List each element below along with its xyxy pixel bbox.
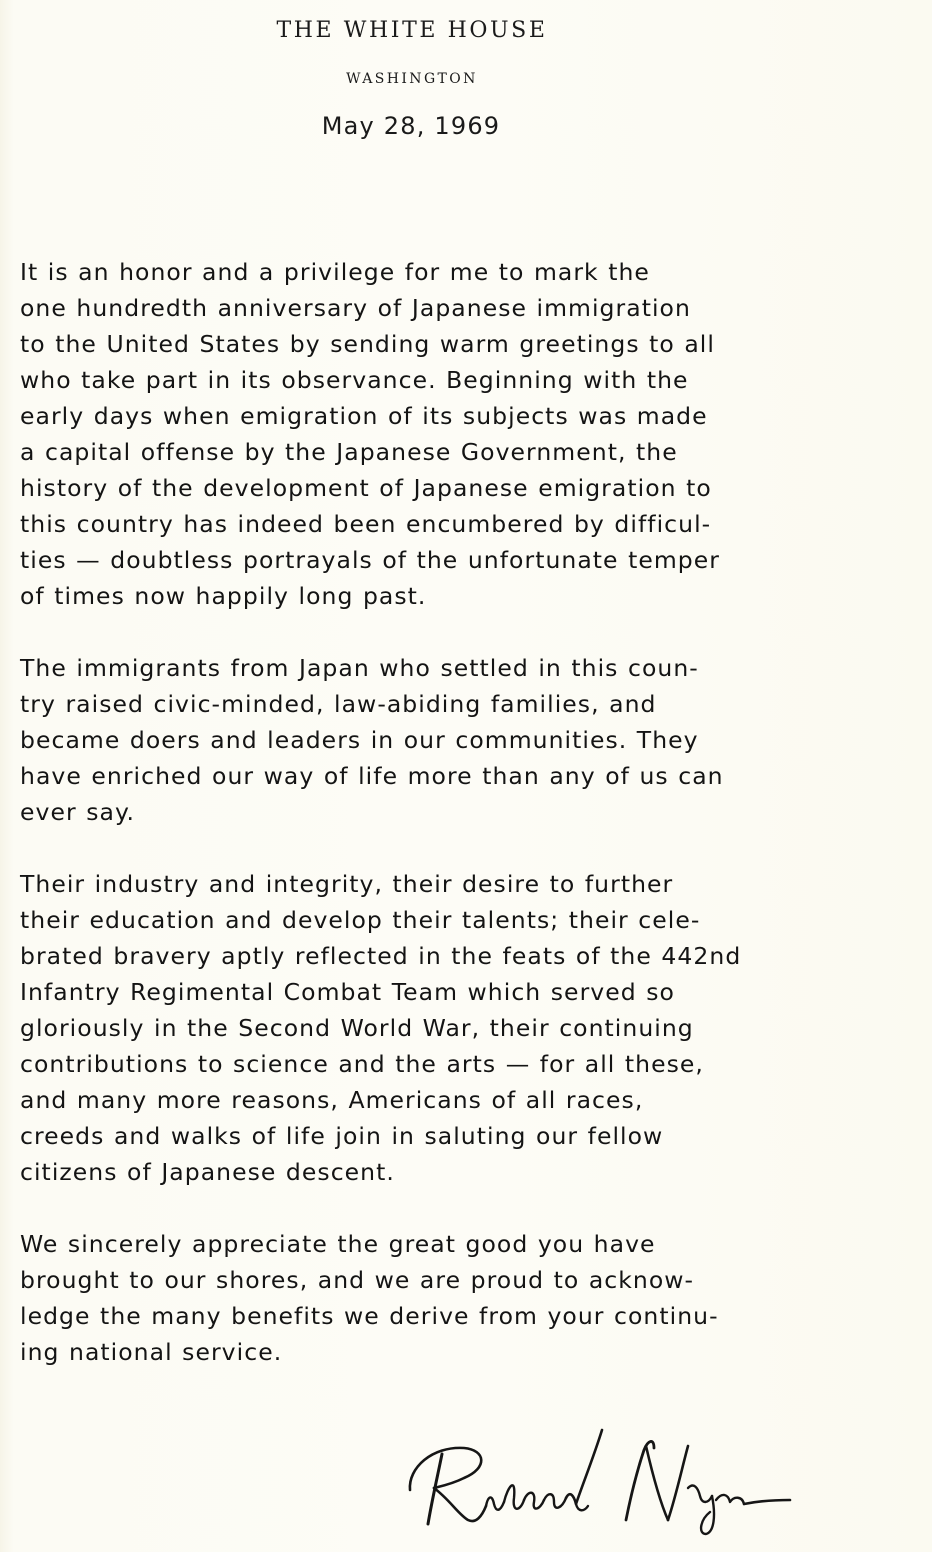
paragraph-2 <box>20 650 920 830</box>
letter-body <box>20 254 920 1406</box>
text-line: Infantry Regimental Combat Team which served so <box>20 978 675 1006</box>
text-line: became doers and leaders in our communities. They <box>20 726 699 754</box>
text-line: ledge the many benefits we derive from your continu- <box>20 1302 719 1330</box>
text-line: early days when emigration of its subjects was made <box>20 402 708 430</box>
text-line: The immigrants from Japan who settled in this coun- <box>20 654 699 682</box>
text-line: We sincerely appreciate the great good you have <box>20 1230 656 1258</box>
paragraph-4 <box>20 1226 920 1370</box>
text-line: creeds and walks of life join in saluting our fellow <box>20 1122 664 1150</box>
paragraph-3 <box>20 866 920 1190</box>
text-line: who take part in its observance. Beginning with the <box>20 366 689 394</box>
text-line: history of the development of Japanese emigration to <box>20 474 712 502</box>
text-line: and many more reasons, Americans of all races, <box>20 1086 644 1114</box>
text-line: their education and develop their talents; their cele- <box>20 906 701 934</box>
text-line: ing national service. <box>20 1338 283 1366</box>
text-line: brought to our shores, and we are proud to acknow- <box>20 1266 695 1294</box>
paragraph-1 <box>20 254 920 614</box>
letter-date: May 28, 1969 <box>321 112 501 140</box>
text-line: a capital offense by the Japanese Government, the <box>20 438 678 466</box>
text-line: brated bravery aptly reflected in the feats of the 442nd <box>20 942 742 970</box>
text-line: ties — doubtless portrayals of the unfortunate temper <box>20 546 720 574</box>
text-line: It is an honor and a privilege for me to mark the <box>20 258 650 286</box>
text-line: to the United States by sending warm greetings to all <box>20 330 715 358</box>
text-line: one hundredth anniversary of Japanese immigration <box>20 294 691 322</box>
text-line: of times now happily long past. <box>20 582 427 610</box>
text-line: gloriously in the Second World War, their continuing <box>20 1014 694 1042</box>
text-line: contributions to science and the arts — for all these, <box>20 1050 704 1078</box>
text-line: Their industry and integrity, their desire to further <box>20 870 674 898</box>
signature <box>398 1416 808 1536</box>
letterhead-title: THE WHITE HOUSE <box>276 18 548 43</box>
text-line: citizens of Japanese descent. <box>20 1158 395 1186</box>
signature-text: Richard Nixon <box>598 1475 686 1489</box>
text-line: this country has indeed been encumbered by difficul- <box>20 510 712 538</box>
letterhead-city: WASHINGTON <box>346 71 478 87</box>
text-line: have enriched our way of life more than any of us can <box>20 762 724 790</box>
text-line: ever say. <box>20 798 136 826</box>
text-line: try raised civic-minded, law-abiding families, and <box>20 690 657 718</box>
